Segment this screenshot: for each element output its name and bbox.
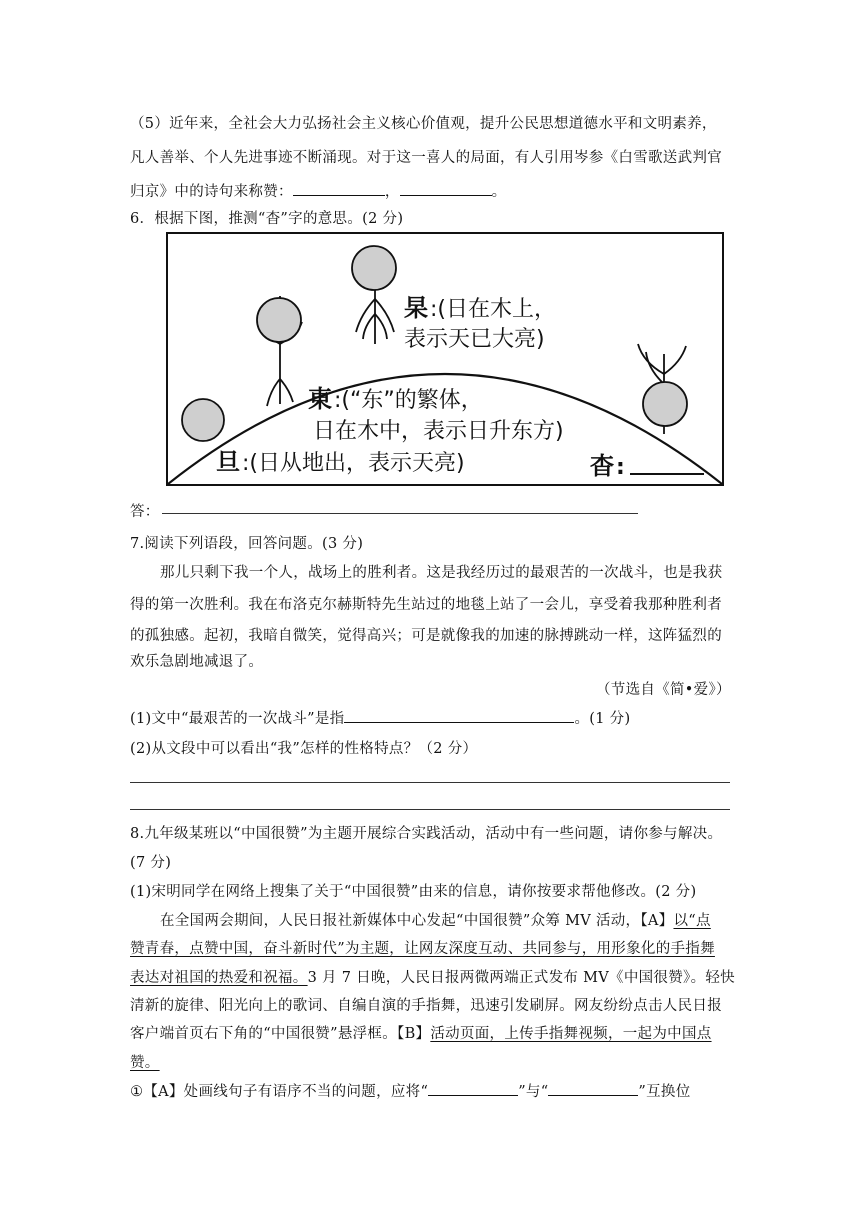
dan-desc: :(日从地出，表示天亮) <box>242 451 465 476</box>
q8-question-a-text: ①【A】处画线句子有语序不当的问题，应将“ <box>130 1084 429 1100</box>
dong-desc-1: :(“东”的繁体， <box>334 388 483 413</box>
q8-marker-a: 【A】 <box>640 913 674 929</box>
q8-para-line-3 <box>130 966 735 987</box>
yao-colon: : <box>616 455 625 480</box>
q5-blank-separator: ， <box>384 184 400 200</box>
q8-underlined-b-2: 赞。 <box>130 1055 160 1071</box>
q7-sub-1-text: (1)文中“最艰苦的一次战斗”是指 <box>130 711 345 727</box>
q7-title: 7.阅读下列语段，回答问题。(3 分) <box>130 536 364 552</box>
q6-title: 6．根据下图，推测“杳”字的意思。(2 分) <box>130 211 404 227</box>
gao-char: 杲 <box>404 294 428 322</box>
q8-question-a-mid: ”与“ <box>518 1084 549 1100</box>
sun-gao-icon <box>352 246 396 290</box>
q7-para-line-4: 欢乐急剧地减退了。 <box>130 654 264 670</box>
q8-underlined-b-1: 活动页面，上传手指舞视频，一起为中国点 <box>430 1026 712 1042</box>
q5-blank-2[interactable] <box>400 181 492 196</box>
q5-line-3-text: 归京》中的诗句来称赞： <box>130 184 293 200</box>
q7-para-line-3: 的孤独感。起初，我暗自微笑，觉得高兴；可是就像我的加速的脉搏跳动一样，这阵猛烈的 <box>130 628 722 644</box>
q5-line-3-end: 。 <box>491 184 507 200</box>
q8-question-a-blank-1[interactable] <box>428 1081 518 1096</box>
q8-underlined-a-2: 赞青春，点赞中国，奋斗新时代”为主题，让网友深度互动、共同参与，用形象化的手指舞 <box>130 941 715 957</box>
yao-char: 杳 <box>590 452 614 480</box>
q6-answer-label: 答： <box>130 504 160 520</box>
q8-title-line-2: (7 分) <box>130 855 172 871</box>
q7-answer-line-1[interactable] <box>130 782 730 783</box>
q8-underlined-a-1: 以“点 <box>673 913 711 929</box>
gao-desc-1: :(日在木上， <box>430 297 556 322</box>
q8-para-3-text: 3 月 7 日晚，人民日报两微两端正式发布 MV《中国很赞》。轻快 <box>307 970 735 986</box>
q6-answer-row <box>130 500 160 521</box>
illustration-svg <box>168 234 722 484</box>
q6-answer-line[interactable] <box>162 513 638 514</box>
q8-para-line-1 <box>160 909 711 930</box>
gao-desc-2: 表示天已大亮) <box>404 327 545 352</box>
q8-para-line-6 <box>130 1051 160 1072</box>
q8-title-line-1: 8.九年级某班以“中国很赞”为主题开展综合实践活动，活动中有一些问题，请你参与解决。 <box>130 826 723 842</box>
q8-question-a <box>130 1080 691 1101</box>
sun-yao-icon <box>643 382 687 426</box>
sun-dong-icon <box>257 298 301 342</box>
q5-line-1: （5）近年来，全社会大力弘扬社会主义核心价值观，提升公民思想道德水平和文明素养， <box>130 116 717 132</box>
tree-gao-icon <box>356 289 394 344</box>
q8-para-1-text: 在全国两会期间，人民日报社新媒体中心发起“中国很赞”众筹 MV 活动， <box>160 913 641 929</box>
q5-line-2: 凡人善举、个人先进事迹不断涌现。对于这一喜人的局面，有人引用岑参《白雪歌送武判官 <box>130 150 722 166</box>
q5-line-3 <box>130 180 506 201</box>
q8-para-5-text: 客户端首页右下角的“中国很赞”悬浮框。 <box>130 1026 398 1042</box>
q8-sub-1: (1)宋明同学在网络上搜集了关于“中国很赞”由来的信息，请你按要求帮他修改。(2 分) <box>130 884 697 900</box>
q7-answer-line-2[interactable] <box>130 809 730 810</box>
q8-underlined-a-3: 表达对祖国的热爱和祝福。 <box>130 970 308 986</box>
dong-char: 東 <box>308 385 332 413</box>
q7-sub-1-blank[interactable] <box>344 708 574 723</box>
q7-sub-2: (2)从文段中可以看出“我”怎样的性格特点？（2 分） <box>130 741 478 757</box>
sun-dan-icon <box>182 399 224 441</box>
q8-question-a-blank-2[interactable] <box>548 1081 638 1096</box>
q7-para-line-1: 那儿只剩下我一个人，战场上的胜利者。这是我经历过的最艰苦的一次战斗，也是我获 <box>160 565 723 581</box>
q8-para-line-5 <box>130 1022 712 1043</box>
q7-sub-1 <box>130 707 630 728</box>
q8-para-line-4: 清新的旋律、阳光向上的歌词、自编自演的手指舞，迅速引发刷屏。网友纷纷点击人民日报 <box>130 998 722 1014</box>
q8-question-a-end: ”互换位 <box>638 1084 691 1100</box>
dong-desc-2: 日在木中，表示日升东方) <box>313 419 564 444</box>
dan-char: 旦 <box>216 448 240 476</box>
character-illustration <box>166 232 724 486</box>
q7-source: （节选自《简•爱》） <box>596 682 731 698</box>
q7-para-line-2: 得的第一次胜利。我在布洛克尔赫斯特先生站过的地毯上站了一会儿，享受着我那种胜利者 <box>130 597 722 613</box>
q8-para-line-2 <box>130 937 715 958</box>
q8-marker-b: 【B】 <box>397 1026 431 1042</box>
q5-blank-1[interactable] <box>293 181 385 196</box>
q7-sub-1-score: 。(1 分) <box>574 711 631 727</box>
